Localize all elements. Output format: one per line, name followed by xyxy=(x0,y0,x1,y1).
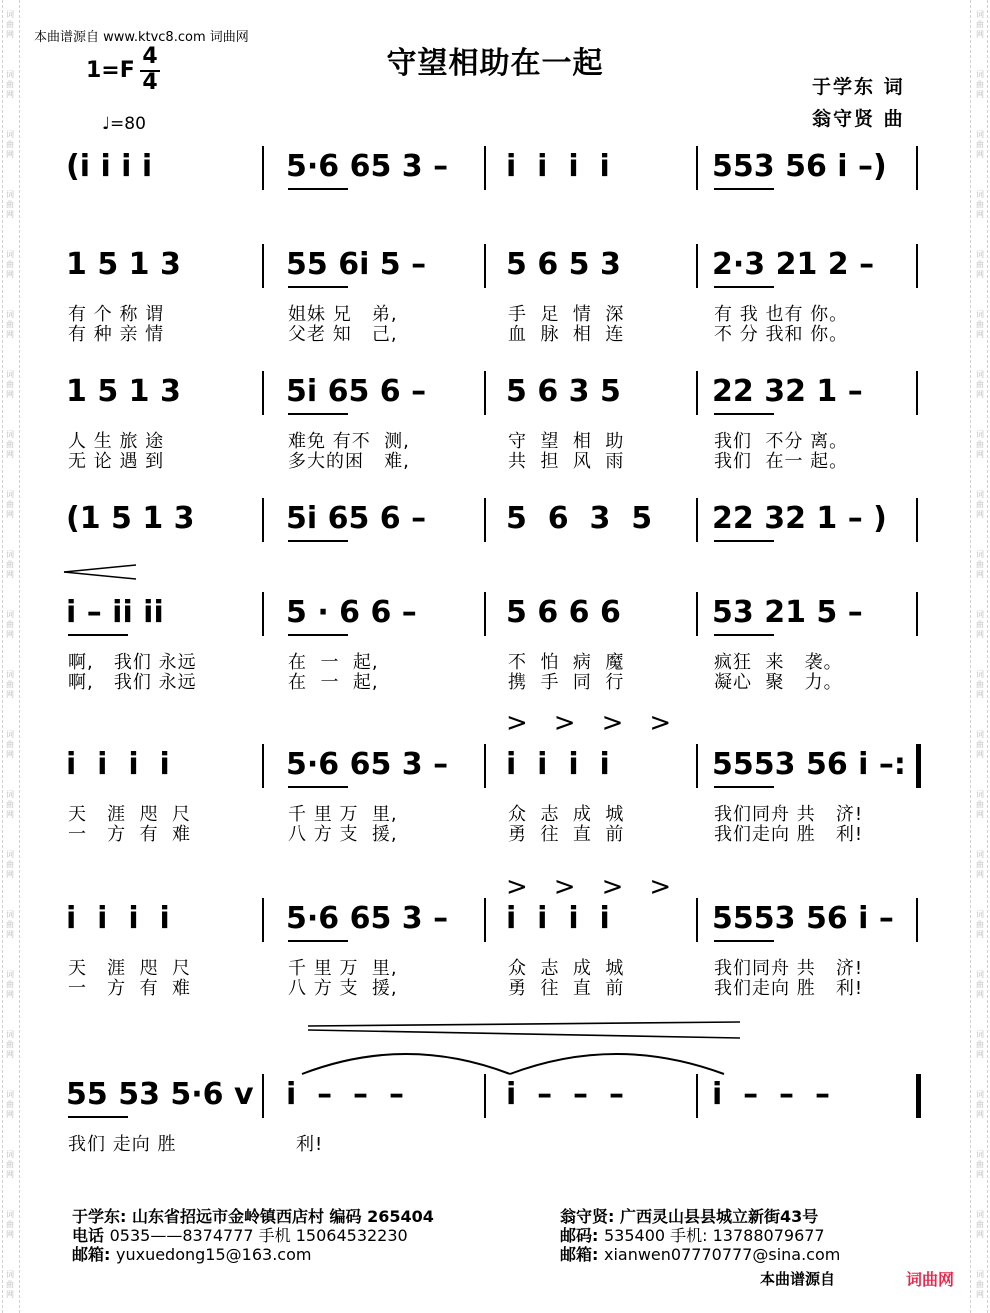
footer-right-address: 广西灵山县县城立新街43号 xyxy=(619,1207,819,1226)
side-left-mark: 词 曲 网 xyxy=(6,1210,14,1239)
lyric-text: 勇 往 直 前 xyxy=(508,978,625,999)
side-right-mark: 词 曲 网 xyxy=(976,610,984,639)
measure-notes: i i i i xyxy=(66,901,170,936)
lyric-text: 有 个 称 谓 xyxy=(68,304,165,325)
side-left-mark: 词 曲 网 xyxy=(6,70,14,99)
measure-notes: 22 32 1 – xyxy=(712,374,863,409)
lyric-text: 千 里 万 里, xyxy=(288,804,398,825)
bar-line xyxy=(916,498,918,542)
side-left-mark: 词 曲 网 xyxy=(6,10,14,39)
bar-line xyxy=(916,744,921,788)
footer-right-zip-label: 邮码: xyxy=(560,1226,599,1245)
side-left-mark: 词 曲 网 xyxy=(6,370,14,399)
bottom-source-text: 本曲谱源自 xyxy=(760,1270,836,1288)
side-left-mark: 词 曲 网 xyxy=(6,850,14,879)
side-right-mark: 词 曲 网 xyxy=(976,130,984,159)
lyric-text: 在 一 起, xyxy=(288,672,379,693)
bar-line xyxy=(696,146,698,190)
lyric-text: 一 方 有 难 xyxy=(68,978,192,999)
beam-underline xyxy=(714,786,774,788)
footer-left-email: yuxuedong15@163.com xyxy=(115,1245,312,1264)
side-right-mark: 词 曲 网 xyxy=(976,1210,984,1239)
bar-line xyxy=(696,498,698,542)
lyric-text: 共 担 风 雨 xyxy=(508,451,625,472)
lyric-text: 人 生 旅 途 xyxy=(68,431,165,452)
lyric-text: 守 望 相 助 xyxy=(508,431,625,452)
meter-divider xyxy=(140,70,160,72)
side-left-mark: 词 曲 网 xyxy=(6,1090,14,1119)
bar-line xyxy=(262,898,264,942)
footer-right-name: 翁守贤: xyxy=(560,1207,615,1226)
side-right-mark: 词 曲 网 xyxy=(976,550,984,579)
accent-marks-row-6: >>>> xyxy=(506,708,698,738)
side-left-mark: 词 曲 网 xyxy=(6,190,14,219)
measure-notes: i i i i xyxy=(506,901,610,936)
lyric-text: 凝心 聚 力。 xyxy=(714,672,843,693)
measure-notes: 5·6 65 3 – xyxy=(286,149,449,184)
measure-notes: i i i i xyxy=(66,747,170,782)
crescendo-icon xyxy=(60,560,140,584)
measure-notes: 5i 65 6 – xyxy=(286,374,427,409)
footer-left-line-3 xyxy=(72,1242,311,1265)
beam-underline xyxy=(288,413,348,415)
measure-notes: i i i i xyxy=(506,149,610,184)
lyric-text: 众 志 成 城 xyxy=(508,958,625,979)
lyric-text: 利! xyxy=(296,1134,324,1155)
tempo-value: =80 xyxy=(110,114,146,134)
key-signature: 1=F xyxy=(86,58,135,83)
measure-notes: i – ii ii xyxy=(66,595,164,630)
lyric-text: 我们 不分 离。 xyxy=(714,431,849,452)
lyric-text: 勇 往 直 前 xyxy=(508,824,625,845)
side-left-mark: 词 曲 网 xyxy=(6,130,14,159)
footer-left-address: 山东省招远市金岭镇西店村 编码 265404 xyxy=(131,1207,434,1226)
bar-line xyxy=(484,744,486,788)
measure-notes: 22 32 1 – ) xyxy=(712,501,887,536)
tie-arc-icon xyxy=(296,1040,732,1080)
bar-line xyxy=(262,1074,264,1118)
measure-notes: 5i 65 6 – xyxy=(286,501,427,536)
bar-line xyxy=(916,1074,921,1118)
measure-notes: 5 6 3 5 xyxy=(506,374,621,409)
lyric-text: 难免 有不 测, xyxy=(288,431,410,452)
meter-bottom: 4 xyxy=(142,70,158,95)
lyric-text: 有 我 也有 你。 xyxy=(714,304,849,325)
lyric-text: 姐妹 兄 弟, xyxy=(288,304,398,325)
side-right-mark: 词 曲 网 xyxy=(976,850,984,879)
side-right-mark: 词 曲 网 xyxy=(976,310,984,339)
lyric-text: 啊, 我们 永远 xyxy=(68,652,197,673)
side-left-mark: 词 曲 网 xyxy=(6,610,14,639)
beam-underline xyxy=(288,940,348,942)
side-right-mark: 词 曲 网 xyxy=(976,250,984,279)
beam-underline xyxy=(714,286,774,288)
measure-notes: i – – – xyxy=(286,1077,404,1112)
lyric-text: 千 里 万 里, xyxy=(288,958,398,979)
footer-right-line-3 xyxy=(560,1242,840,1265)
measure-notes: 5 · 6 6 – xyxy=(286,595,417,630)
lyric-text: 天 涯 咫 尺 xyxy=(68,804,192,825)
lyric-text: 不 分 我和 你。 xyxy=(714,324,849,345)
footer-left-phone-label: 电话 xyxy=(72,1226,105,1245)
quarter-note-icon: ♩ xyxy=(102,114,111,134)
bar-line xyxy=(262,592,264,636)
measure-notes: 53 21 5 – xyxy=(712,595,863,630)
lyricist-credit: 于学东 词 xyxy=(812,76,905,98)
beam-underline xyxy=(714,940,774,942)
lyric-text: 我们同舟 共 济! xyxy=(714,958,864,979)
side-left-mark: 词 曲 网 xyxy=(6,490,14,519)
side-left-mark: 词 曲 网 xyxy=(6,670,14,699)
beam-underline xyxy=(288,786,348,788)
bar-line xyxy=(696,898,698,942)
lyric-text: 我们走向 胜 利! xyxy=(714,978,864,999)
side-left-mark: 词 曲 网 xyxy=(6,1150,14,1179)
side-right-mark: 词 曲 网 xyxy=(976,970,984,999)
side-left-mark: 词 曲 网 xyxy=(6,550,14,579)
time-signature xyxy=(140,44,160,96)
measure-notes: 5·6 65 3 – xyxy=(286,747,449,782)
footer-left-email-label: 邮箱: xyxy=(72,1245,111,1264)
measure-notes: 55 6i 5 – xyxy=(286,247,427,282)
bar-line xyxy=(484,371,486,415)
side-right-mark: 词 曲 网 xyxy=(976,910,984,939)
measure-notes: 5 6 3 5 xyxy=(506,501,653,536)
beam-underline xyxy=(714,540,774,542)
measure-notes: i i i i xyxy=(506,747,610,782)
lyric-text: 在 一 起, xyxy=(288,652,379,673)
lyric-text: 天 涯 咫 尺 xyxy=(68,958,192,979)
side-right-mark: 词 曲 网 xyxy=(976,1150,984,1179)
bar-line xyxy=(262,146,264,190)
side-left-mark: 词 曲 网 xyxy=(6,250,14,279)
side-right-mark: 词 曲 网 xyxy=(976,1090,984,1119)
accent-marks-row-7: >>>> xyxy=(506,872,698,902)
composer-credit: 翁守贤 曲 xyxy=(812,108,905,130)
bar-line xyxy=(484,898,486,942)
lyric-text: 八 方 支 援, xyxy=(288,824,398,845)
bar-line xyxy=(916,371,918,415)
lyric-text: 手 足 情 深 xyxy=(508,304,625,325)
measure-notes: i – – – xyxy=(506,1077,624,1112)
lyric-text: 不 怕 病 魔 xyxy=(508,652,625,673)
measure-notes: 5 6 6 6 xyxy=(506,595,621,630)
bar-line xyxy=(484,592,486,636)
bar-line xyxy=(696,244,698,288)
measure-notes: (i i i i xyxy=(66,149,153,184)
bottom-brand-text: 词曲网 xyxy=(906,1270,955,1289)
measure-notes: 5553 56 i – xyxy=(712,901,894,936)
lyric-text: 我们 在一 起。 xyxy=(714,451,849,472)
beam-underline xyxy=(68,1116,128,1118)
side-right-mark: 词 曲 网 xyxy=(976,1270,984,1299)
page-title: 守望相助在一起 xyxy=(386,46,604,81)
tempo-marking xyxy=(102,114,146,134)
footer-right-email-label: 邮箱: xyxy=(560,1245,599,1264)
side-left-mark: 词 曲 网 xyxy=(6,970,14,999)
beam-underline xyxy=(288,286,348,288)
measure-notes: 5553 56 i –: xyxy=(712,747,906,782)
measure-notes: (1 5 1 3 xyxy=(66,501,195,536)
side-right-mark: 词 曲 网 xyxy=(976,190,984,219)
lyric-text: 携 手 同 行 xyxy=(508,672,625,693)
measure-notes: i – – – xyxy=(712,1077,830,1112)
side-right-mark: 词 曲 网 xyxy=(976,10,984,39)
side-right-mark: 词 曲 网 xyxy=(976,670,984,699)
lyric-text: 无 论 遇 到 xyxy=(68,451,165,472)
beam-underline xyxy=(288,634,348,636)
bar-line xyxy=(696,371,698,415)
lyric-text: 疯狂 来 袭。 xyxy=(714,652,843,673)
lyric-text: 众 志 成 城 xyxy=(508,804,625,825)
lyric-text: 父老 知 己, xyxy=(288,324,398,345)
side-right-mark: 词 曲 网 xyxy=(976,430,984,459)
beam-underline xyxy=(714,634,774,636)
bar-line xyxy=(262,371,264,415)
footer-left-phone: 0535——8374777 手机 15064532230 xyxy=(109,1226,408,1245)
side-left-mark: 词 曲 网 xyxy=(6,910,14,939)
lyric-text: 有 种 亲 情 xyxy=(68,324,165,345)
bar-line xyxy=(916,244,918,288)
bar-line xyxy=(696,1074,698,1118)
measure-notes: 5·6 65 3 – xyxy=(286,901,449,936)
side-right-mark: 词 曲 网 xyxy=(976,490,984,519)
footer-left-name: 于学东: xyxy=(72,1207,127,1226)
bar-line xyxy=(262,244,264,288)
side-left-mark: 词 曲 网 xyxy=(6,430,14,459)
lyric-text: 我们同舟 共 济! xyxy=(714,804,864,825)
lyric-text: 血 脉 相 连 xyxy=(508,324,625,345)
lyric-text: 多大的困 难, xyxy=(288,451,410,472)
measure-notes: 553 56 i –) xyxy=(712,149,887,184)
side-left-mark: 词 曲 网 xyxy=(6,1270,14,1299)
bar-line xyxy=(696,592,698,636)
beam-underline xyxy=(68,634,128,636)
bar-line xyxy=(696,744,698,788)
side-right-mark: 词 曲 网 xyxy=(976,370,984,399)
side-right-mark: 词 曲 网 xyxy=(976,1030,984,1059)
bar-line xyxy=(916,146,918,190)
footer-right-email: xianwen07770777@sina.com xyxy=(603,1245,841,1264)
lyric-text: 啊, 我们 永远 xyxy=(68,672,197,693)
side-left-mark: 词 曲 网 xyxy=(6,790,14,819)
bar-line xyxy=(484,244,486,288)
measure-notes: 55 53 5·6 v xyxy=(66,1077,254,1112)
measure-notes: 1 5 1 3 xyxy=(66,247,181,282)
measure-notes: 2·3 21 2 – xyxy=(712,247,875,282)
bar-line xyxy=(262,498,264,542)
bar-line xyxy=(484,146,486,190)
beam-underline xyxy=(714,413,774,415)
footer-right-zip: 535400 手机: 13788079677 xyxy=(603,1226,825,1245)
bar-line xyxy=(484,1074,486,1118)
side-left-mark: 词 曲 网 xyxy=(6,310,14,339)
beam-underline xyxy=(288,188,348,190)
beam-underline xyxy=(714,188,774,190)
measure-notes: 1 5 1 3 xyxy=(66,374,181,409)
side-right-mark: 词 曲 网 xyxy=(976,70,984,99)
measure-notes: 5 6 5 3 xyxy=(506,247,621,282)
lyric-text: 我们 走向 胜 xyxy=(68,1134,177,1155)
meter-top: 4 xyxy=(142,44,158,69)
side-right-mark: 词 曲 网 xyxy=(976,790,984,819)
lyric-text: 一 方 有 难 xyxy=(68,824,192,845)
side-left-mark: 词 曲 网 xyxy=(6,1030,14,1059)
lyric-text: 八 方 支 援, xyxy=(288,978,398,999)
side-right-mark: 词 曲 网 xyxy=(976,730,984,759)
lyric-text: 我们走向 胜 利! xyxy=(714,824,864,845)
bar-line xyxy=(484,498,486,542)
bar-line xyxy=(916,898,918,942)
top-source-text: 本曲谱源自 www.ktvc8.com 词曲网 xyxy=(34,30,249,45)
bar-line xyxy=(916,592,918,636)
beam-underline xyxy=(288,540,348,542)
side-left-mark: 词 曲 网 xyxy=(6,730,14,759)
bar-line xyxy=(262,744,264,788)
